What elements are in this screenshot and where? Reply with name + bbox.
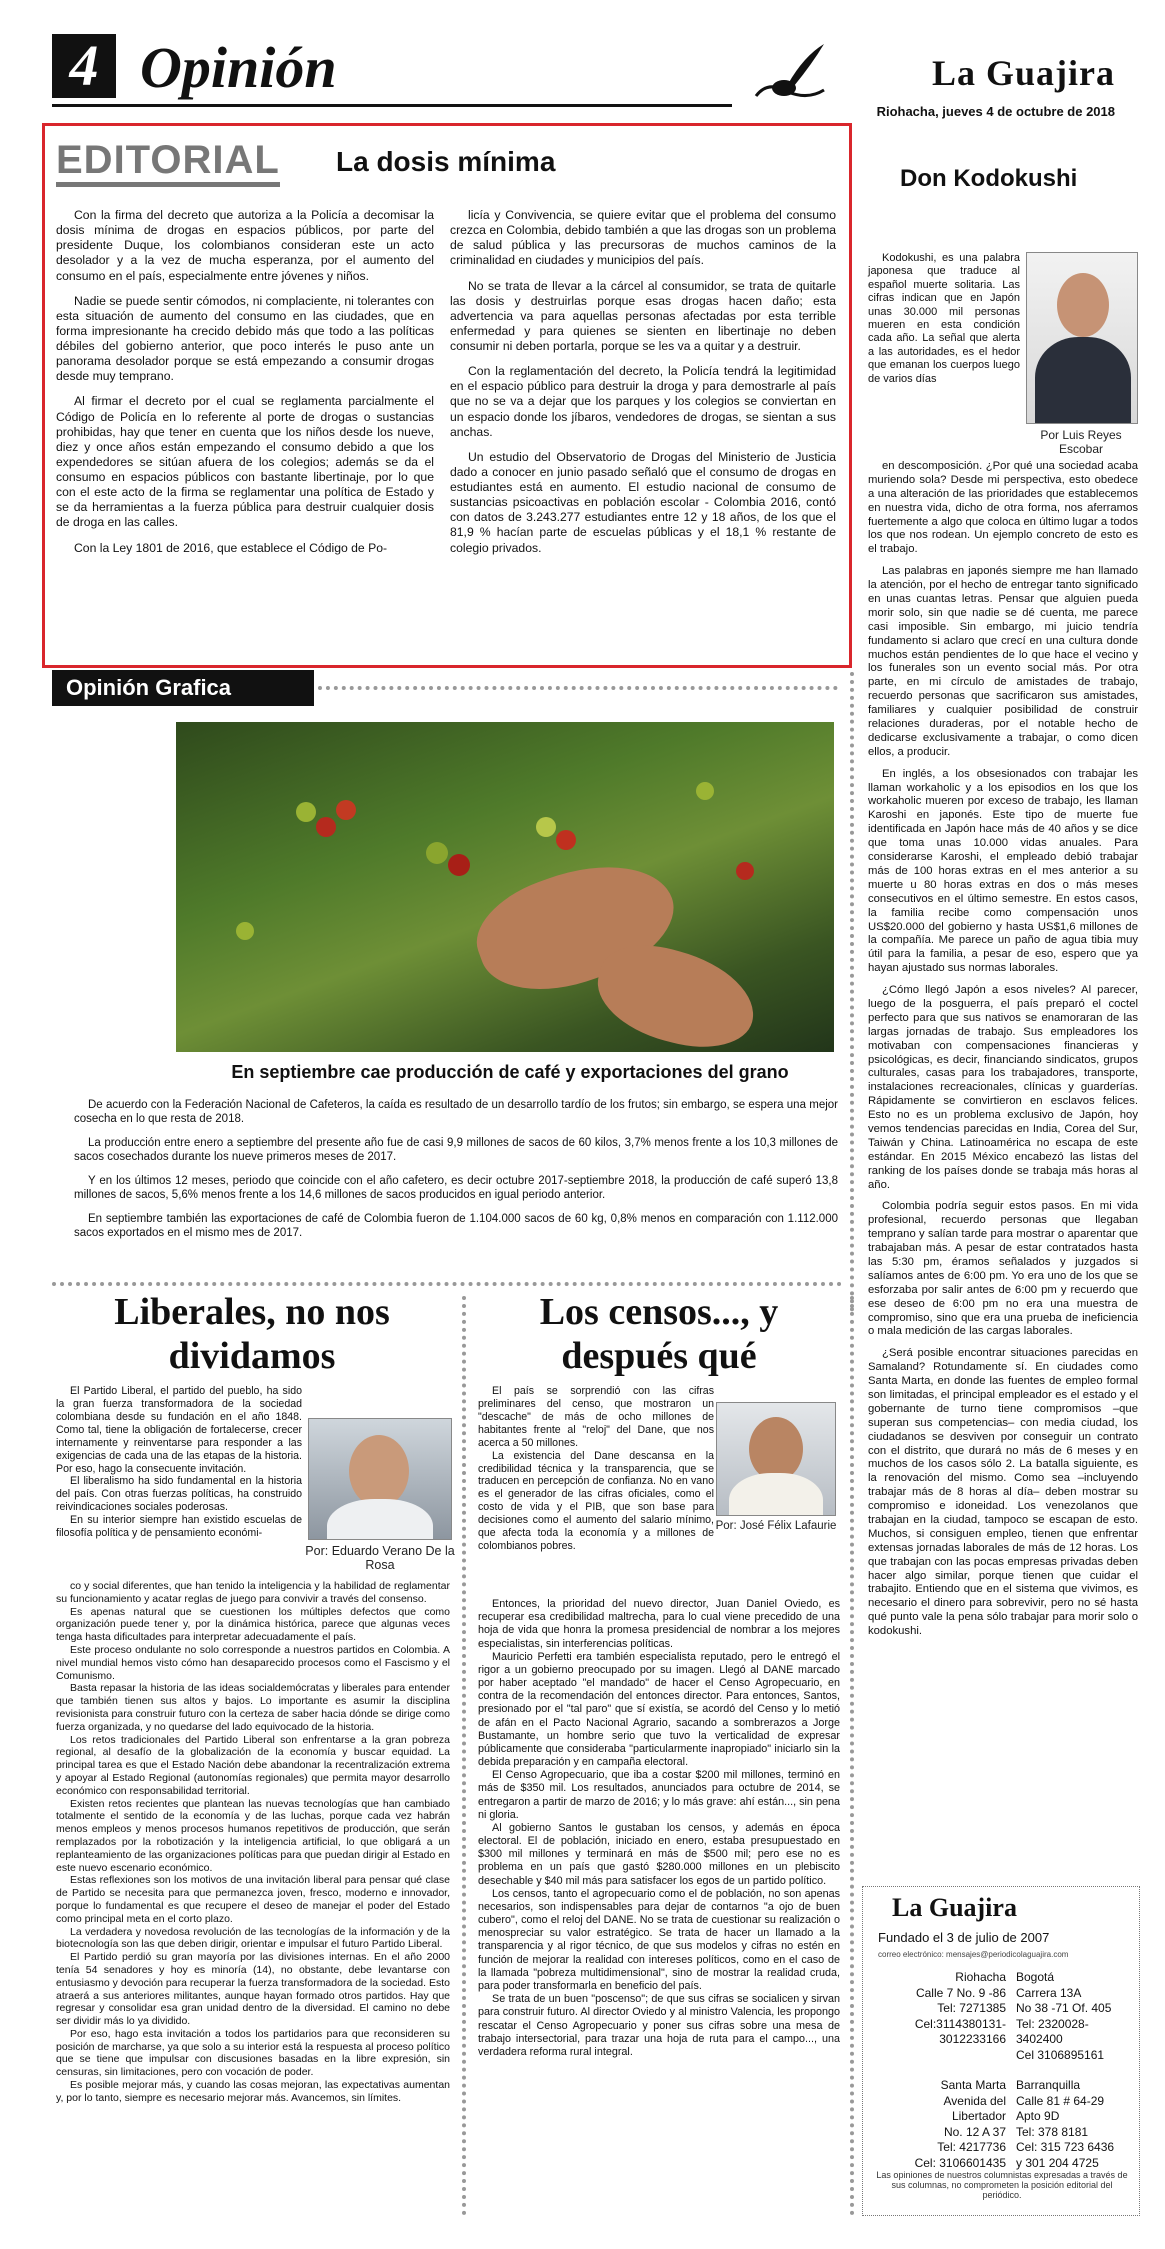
office-line: Tel: 4217736 — [937, 2140, 1006, 2155]
page-number: 4 — [52, 34, 116, 98]
office-line: Santa Marta — [940, 2078, 1006, 2092]
liberales-body — [56, 1580, 450, 2105]
email-line: correo electrónico: mensajes@periodicolaguajira.com — [878, 1950, 1069, 1959]
censos-paragraph: Al gobierno Santos le gustaban los censos, y además en época electoral. El de población, iniciado en enero, estaba presupuestado en $300 mil millones y terminará en más de $500 mil; pero ese no es problema en un país que gastó $280.000 millones en un plebiscito desechable y $40 mil más para satisfacer los egos de un partido político. — [478, 1821, 840, 1887]
office-line: Tel: 378 8181 — [1016, 2124, 1089, 2139]
header-rule — [52, 104, 732, 107]
dotted-divider — [462, 1296, 466, 2216]
editorial-label: EDITORIAL — [56, 138, 280, 187]
author-photo — [308, 1418, 452, 1540]
liberales-paragraph: Por eso, hago esta invitación a todos los partidarios para que reconsideren su posición de marcharse, ya que solo a su interior está la respuesta al proceso político que se tiene que impulsar con discusiones basadas en la libre expresión, sin censuras, sin limitaciones, pero con vocación de poder. — [56, 2027, 450, 2079]
liberales-intro — [56, 1385, 302, 1540]
editorial-paragraph: licía y Convivencia, se quiere evitar que el problema del consumo crezca en Colombia, debido también a que las drogas son un problema de salud pública y las precursoras de muchos caminos de la criminalidad en ciudades y municipios del país. — [450, 208, 836, 268]
censos-title: Los censos..., y después qué — [539, 1291, 779, 1377]
office-line: Cel: 315 723 6436 — [1016, 2140, 1115, 2155]
grafica-paragraph: La producción entre enero a septiembre del presente año fue de casi 9,9 millones de sacos de 60 kilos, 3,7% menos frente a los 10,3 millones de sacos cosechados durante los nueve primeros meses de 2017. — [74, 1137, 838, 1164]
editorial-paragraph: Con la Ley 1801 de 2016, que establece el Código de Po- — [74, 540, 388, 555]
office-line: Avenida del — [943, 2093, 1006, 2108]
office-line: No 38 -71 Of. 405 — [1016, 2001, 1112, 2016]
censos-paragraph: El país se sorprendió con las cifras preliminares del censo, que mostraron un "descache" de más de ocho millones de habitantes frente al "reloj" del Dane, que nos acerca a 50 millones. — [478, 1385, 714, 1449]
censos-paragraph: Se trata de un buen "poscenso"; de que sus cifras se socialicen y sirvan para construir futuro. Al director Oviedo y al ministro Valencia, les propongo rescatar el Censo Agropecuario y poner sus cifras sobre una mesa de trabajo intersectorial, para trazar una hoja de ruta para el campo..., una verdadera reforma rural integral. — [478, 1993, 840, 2058]
author-photo — [1026, 252, 1138, 424]
newspaper-logo: La Guajira — [931, 53, 1115, 93]
editorial-paragraph: Con la reglamentación del decreto, la Policía tendrá la legitimidad en el espacio público para destruir la droga y para demostrarle al país que no se va a dejar que los parques y los colegios se conviertan en un espacio donde los jíbaros, vendedores de drogas, se sientan a sus anchas. — [450, 364, 836, 439]
opinion-grafica-banner: Opinión Grafica — [52, 670, 314, 706]
editorial-column-2 — [450, 208, 836, 566]
office-line: Bogotá — [1016, 1970, 1055, 1984]
office-line: No. 12 A 37 — [943, 2124, 1006, 2139]
office-line: 3402400 — [1016, 2032, 1063, 2047]
office-line: Riohacha — [955, 1970, 1006, 1984]
section-title: Opinión — [140, 35, 337, 100]
kodokushi-paragraph: ¿Cómo llegó Japón a esos niveles? Al parecer, luego de la posguerra, el país preparó el coctel perfecto para que sus nativos se enamoraran de las largas jornadas de trabajo. Sus empleadores los motivaban con compensaciones financieras y psicológicas, es decir, financiando sindicatos, grupos culturales, casas para los trabajadores, transporte, instalaciones recreacionales, clínicas y guarderías. Rápidamente se convirtieron en esclavos felices. Esto no es un problema exclusivo de Japón, hoy vemos tendencias parecidas en India, Corea del Sur, Taiwán y China. Latinoamérica no escapa de este estándar. En 2015 México encabezó las listas del ranking de los países donde se trabaja más horas al año. — [868, 984, 1138, 1191]
office-line: Cel:3114380131- — [914, 2016, 1006, 2031]
liberales-title: Liberales, no nos dividamos — [114, 1291, 390, 1377]
office-line: Tel: 2320028- — [1016, 2016, 1089, 2031]
editorial-paragraph: No se trata de llevar a la cárcel al consumidor, se trata de quitarle las dosis y destruirlas porque esas drogas hacen daño; esta advertencia va para aquellas personas afectadas por esta terrible enfermedad y para quienes se sienten en libertinaje no deben consumir ni deben portarla, porque se les va a quitar y a destruir. — [450, 278, 836, 353]
liberales-paragraph: El Partido perdió su gran mayoría por las divisiones internas. En el año 2000 tenía 54 senadores y hoy es minoría (14), no obstante, debe levantarse con entusiasmo y devoción para recuperar la fuerza transformadora de la sociedad. Esto atraerá a sus anteriores militantes, aunque hayan formado otros partidos. Hay que regresar y consolidar esa gran unidad dentro de la diversidad. El camino no debe ser dividir más lo ya dividido. — [56, 1951, 450, 2028]
office-line: Calle 7 No. 9 -86 — [915, 1985, 1006, 2000]
liberales-paragraph: En su interior siempre han existido escuelas de filosofía política y de pensamiento económi- — [56, 1514, 302, 1540]
coffee-harvest-photo — [176, 722, 834, 1052]
kodokushi-title: Don Kodokushi — [900, 165, 1078, 192]
kodokushi-paragraph: Kodokushi, es una palabra japonesa que traduce al español muerte solitaria. Las cifras indican que en Japón unas 30.000 mil personas mueren en esta condición cada año. La señal que alerta a las autoridades, es el hedor que emanan los cuerpos luego de varios días — [868, 252, 1020, 385]
liberales-paragraph: La verdadera y novedosa revolución de las tecnologías de la información y de la biotecnología son las que deben dirigir, orientar e impulsar el futuro Partido Liberal. — [56, 1925, 450, 1951]
office-line: 3012233166 — [939, 2032, 1006, 2047]
kodokushi-intro — [868, 252, 1020, 386]
censos-intro — [478, 1385, 714, 1553]
office-bogota — [1016, 1970, 1136, 2064]
office-riohacha — [886, 1970, 1006, 2048]
grafica-paragraph: De acuerdo con la Federación Nacional de Cafeteros, la caída es resultado de un desarrollo tardío de los frutos; sin embargo, se espera una mejor cosecha en lo que resta de 2018. — [74, 1099, 838, 1126]
grafica-paragraph: En septiembre también las exportaciones de café de Colombia fueron de 1.104.000 sacos de 60 kg, 0,8% menos en comparación con 1.112.000 sacos exportados en el mismo mes de 2017. — [74, 1213, 838, 1240]
kodokushi-paragraph: Colombia podría seguir estos pasos. En mi vida profesional, recuerdo personas que llegaban temprano y salían tarde para mostrar o aparentar que trabajaban más. A pesar de estar contratados hasta las 5:30 pm, éramos señalados y juzgados si salíamos antes de 6:00 pm. Yo era uno de los que se esforzaba por salir antes de 6:00 pm y recuerdo que ese deseo de 6:00 pm no era una muestra de compromiso, sino que era una prueba de ineficiencia o mala medición de las cargas laborales. — [868, 1200, 1138, 1338]
liberales-paragraph: Basta repasar la historia de las ideas socialdemócratas y liberales para entender que también tienen sus altos y bajos. Lo importante es asumir la disciplina revisionista para construir futuro con la certeza de saber hacia dónde se dirige como fuerza organizada, y no quedarse del lado equivocado de la historia. — [56, 1682, 450, 1733]
dotted-divider — [850, 1296, 854, 2216]
liberales-paragraph: Es posible mejorar más, y cuando las cosas mejoran, las expectativas aumentan y, por lo tanto, siempre es necesario mejorar más. Avancemos, sin límites. — [56, 2079, 450, 2104]
censos-paragraph: El Censo Agropecuario, que iba a costar $200 mil millones, terminó en más de $350 mil. Los resultados, anunciados para octubre de 2014, se entregaron a partir de marzo de 2016; y lo más grave: ahí están..., sin pena ni gloria. — [478, 1769, 840, 1821]
kodokushi-paragraph: en descomposición. ¿Por qué una sociedad acaba muriendo sola? Desde mi perspectiva, esto obedece a una alteración de las prioridades que establecemos en nuestra vida, dicho de otra forma, nos aferramos fuertemente a algo que coloca en último lugar a todos los que nos rodean. Un ejemplo concreto de esto es el trabajo. — [868, 460, 1138, 556]
censos-paragraph: Los censos, tanto el agropecuario como el de población, no son apenas necesarios, son indispensables para dejar de contarnos "a ojo de buen cubero", como el reloj del DANE. No se trata de cuestionar su realización o menospreciar su valor estratégico. Se trata de hacer un llamado a la transparencia y al rigor técnico, de que sus modelos y cifras no estén en función de mejorar la realidad con intereses políticos, como en el caso de la llamada "pobreza multidimensional", sino de mostrar la realidad cruda, para poder transformarla en beneficio del país. — [478, 1887, 840, 1992]
editorial-paragraph: Al firmar el decreto por el cual se reglamenta parcialmente el Código de Policía en lo referente al porte de drogas o sustancias prohibidas, hay que tener en cuenta que los niños desde los nueve, diez y once años están empezando el consumo debido a que los expendedores se sitúan afuera de los colegios; además se da el consumo en espacios públicos con bastante libertinaje, por lo que con el este acto de la firma se reglamentar una política de Estado y se da herramientas a la fuerza pública para destruir cualquier dosis de droga en las calles. — [56, 394, 434, 530]
author-byline: Por Luis Reyes Escobar — [1040, 428, 1122, 456]
censos-body — [478, 1598, 840, 2059]
masthead-logo: La Guajira — [892, 1893, 1017, 1922]
grafica-text — [74, 1098, 838, 1240]
liberales-paragraph: co y social diferentes, que han tenido la inteligencia y la habilidad de reglamentar su funcionamiento y acatar reglas de juego para convivir a través del consenso. — [56, 1580, 450, 1605]
kodokushi-body — [868, 460, 1138, 1639]
disclaimer: Las opiniones de nuestros columnistas expresadas a través de sus columnas, no comprometen la posición editorial del periódico. — [876, 2170, 1128, 2200]
dotted-divider — [52, 1282, 842, 1286]
editorial-title: La dosis mínima — [336, 146, 556, 177]
liberales-paragraph: Es apenas natural que se cuestionen los múltiples defectos que como organización puede tener y, por la dinámica histórica, parece que algunas veces tenga hasta dificultades para interpretar adecuadamente el país. — [56, 1605, 450, 1644]
office-line: y 301 204 4725 — [1016, 2155, 1099, 2170]
office-line: Tel: 7271385 — [937, 2001, 1006, 2016]
dateline: Riohacha, jueves 4 de octubre de 2018 — [876, 104, 1115, 119]
censos-paragraph: La existencia del Dane descansa en la credibilidad técnica y la transparencia, que se traducen en percepción de confianza. No en vano es el generador de las cifras oficiales, como el costo de vida y el PIB, que son base para decisiones como el aumento del salario mínimo, que afecta toda la economía y a millones de colombianos pobres. — [478, 1449, 714, 1553]
office-line: Barranquilla — [1016, 2078, 1081, 2092]
author-byline: Por: Eduardo Verano De la Rosa — [305, 1544, 455, 1572]
liberales-paragraph: Los retos tradicionales del Partido Liberal son enfrentarse a la gran pobreza regional, al desafío de la globalización de la economía y buscar equidad. La principal tarea es que el Estado Nación debe abandonar la recentralización extrema y apoyar al Estado Regional (autonomías regionales) que permita mayor desarrollo económico con responsabilidad territorial. — [56, 1733, 450, 1797]
office-line: Calle 81 # 64-29 — [1016, 2093, 1105, 2108]
kodokushi-paragraph: ¿Será posible encontrar situaciones parecidas en Samaland? Rotundamente sí. En ciudades como Santa Marta, en donde las fuentes de empleo formal son limitadas, el principal empleador es el estado y el gobernante de turno tiene compromisos –que superan sus competencias– con media ciudad, los ciudadanos se desviven por conseguir un contrato con el distrito, que durará no más de 6 meses y en muchos de los casos sólo 2. La batalla siguiente, es la renovación del mismo. Como sea –incluyendo trabajar más de 8 horas al día– deben mostrar su compromiso e idoneidad. Los venezolanos que trabajan en la ciudad, tampoco se escapan de esto. Muchos, si consiguen empleo, tienen que enfrentar extensas jornadas laborales de más de 12 horas. Los que trabajan con las pocas empresas privadas deben hacer algo similar, porque tienen que cuidar el trabajito. Entiendo que en el sistema que vivimos, es necesario el dinero para sobrevivir, pero no sé hasta qué punto vale la pena sólo trabajar para morir solo o kodokushi. — [868, 1347, 1138, 1638]
office-barranquilla — [1016, 2078, 1138, 2172]
author-photo — [716, 1402, 836, 1516]
office-line: Apto 9D — [1016, 2109, 1060, 2124]
liberales-paragraph: Estas reflexiones son los motivos de una invitación liberal para pensar qué clase de Partido se necesita para que permanezca joven, fresco, moderno e innovador, porque lo fundamental es que recupere el deseo de manejar el poder del Estado como principal meta en el corto plazo. — [56, 1874, 450, 1925]
editorial-paragraph: Nadie se puede sentir cómodos, ni complaciente, ni tolerantes con esta situación de aumento del consumo en las ciudades, que en forma impresionante ha crecido debido más que todo a las políticas débiles del gobierno anterior, que poco interés le puso ante un panorama desolador porque se está empezando a consumir drogas desde muy temprano. — [56, 293, 434, 384]
office-line: Cel 3106895161 — [1016, 2047, 1105, 2062]
liberales-paragraph: El liberalismo ha sido fundamental en la historia del país. Con otras fuerzas políticas, ha construido reivindicaciones sociales poderosas. — [56, 1475, 302, 1514]
editorial-paragraph: Con la firma del decreto que autoriza a la Policía a decomisar la dosis mínima de drogas en espacios públicos, por parte del presidente Duque, los colombianos consideran este un acto desolador y a la vez de mucha esperanza, por el aumento del consumo en el país, especialmente entre jóvenes y niños. — [56, 208, 434, 283]
quill-ink-icon — [748, 40, 828, 102]
office-santa-marta — [886, 2078, 1006, 2172]
editorial-paragraph: Un estudio del Observatorio de Drogas del Ministerio de Justicia dado a conocer en junio pasado señaló que el consumo de drogas en estudiantes está en aumento. El estudio nacional de consumo de sustancias psicoactivas en población escolar - Colombia 2016, contó con datos de 3.243.277 estudiantes entre 12 y 18 años, de los que el 81,9 % hacían parte de escuelas públicas y el 18,1 % restante de colegio privados. — [450, 449, 836, 555]
author-byline: Por: José Félix Lafaurie — [715, 1520, 837, 1532]
kodokushi-paragraph: Las palabras en japonés siempre me han llamado la atención, por el hecho de entregar tanto significado en unas cuantas letras. Pensar que alguien pueda morir solo, sin que nadie se dé cuenta, me parece casi imposible. Sin embargo, mi juicio tendría fundamento si aclaro que crecí en una cultura donde muchos están pendientes de lo que hace el vecino y los funerales son un evento social más. Por otra parte, en mi círculo de amistades de trabajo, recuerdo personas que sacrificaron sus amistades, familiares y cualquier posibilidad de construir relaciones duraderas, por el notable hecho de dedicarse exclusivamente a trabajar, o como dicen ellos, a producir. — [868, 565, 1138, 758]
kodokushi-paragraph: En inglés, a los obsesionados con trabajar les llaman workaholic y a los episodios en los que los workaholic mueren por exceso de trabajo, les llaman Karoshi en japonés. Este tipo de muerte fue identificada en Japón hace más de 40 años y se dice que toma unas 10.000 vidas anuales. Para considerarse Karoshi, el empleado debió trabajar más de 100 horas extras en el mes anterior a su muerte u 80 horas extras en dos o más meses consecutivos en el último semestre. En estos casos, la familia recibe como compensación unos US$20.000 del gobierno y hasta US$1,6 millones de la compañía. Me parece un paño de agua tibia muy útil para la familia, a pesar de eso, espero que ya hayan ajustado sus normas laborales. — [868, 767, 1138, 975]
editorial-column-1 — [56, 208, 434, 566]
liberales-paragraph: Este proceso ondulante no solo corresponde a nuestros partidos en Colombia. A nivel mundial hemos visto cómo han desaparecido procesos como el Fascismo y el Comunismo. — [56, 1643, 450, 1682]
photo-caption-title: En septiembre cae producción de café y exportaciones del grano — [231, 1062, 789, 1082]
office-line: Carrera 13A — [1016, 1985, 1082, 2000]
liberales-paragraph: El Partido Liberal, el partido del pueblo, ha sido la gran fuerza transformadora de la sociedad colombiana desde su fundación en el año 1848. Como tal, tiene la obligación de fortalecerse, crecer internamente y reinventarse para responder a las exigencias de cada una de las etapas de la historia. Por eso, hago la consecuente invitación. — [56, 1385, 302, 1475]
founded-date: Fundado el 3 de julio de 2007 — [878, 1930, 1050, 1945]
dotted-divider — [850, 672, 854, 1312]
office-line: Cel: 3106601435 — [914, 2155, 1006, 2170]
censos-paragraph: Entonces, la prioridad del nuevo director, Juan Daniel Oviedo, es recuperar esa credibilidad maltrecha, para lo cual viene precedido de una hoja de vida que honra la promesa presidencial de nombrar a los mejores especialistas, sin interferencias políticas. — [478, 1598, 840, 1650]
grafica-paragraph: Y en los últimos 12 meses, periodo que coincide con el año cafetero, es decir octubre 2017-septiembre 2018, la producción de café superó 13,8 millones de sacos, 5,6% menos frente a los 14,6 millones de sacos producidos en igual periodo anterior. — [74, 1175, 838, 1202]
censos-paragraph: Mauricio Perfetti era también especialista reputado, pero le entregó el rigor a un gobierno preocupado por su imagen. Llegó al DANE marcado por haber aceptado "el mandado" de hacer el Censo Agropecuario, en contra de la recomendación del entonces director. Para entonces, Santos, presionado por el "tal paro" que sí existía, se acordó del Censo y lo metió de afán en el Pacto Nacional Agrario, sacando a sombrerazos a Jorge Bustamante, un hombre serio que tuvo la verticalidad de expresar públicamente que consideraba "particularmente inapropiado" iniciarlo sin la debida preparación y en campaña electoral. — [478, 1650, 840, 1769]
dotted-divider — [318, 686, 838, 690]
office-line: Libertador — [951, 2109, 1006, 2124]
liberales-paragraph: Existen retos recientes que plantean las nuevas tecnologías que han cambiado totalmente el sentido de la economía y de las luchas, porque cada vez habrán menos empleos y menos procesos humanos repetitivos de producción, que serán remplazados por la robotización y la inteligencia artificial, lo que obligará a un replanteamiento de las organizaciones políticas para que puedan dirigir al Estado en este nuevo escenario económico. — [56, 1797, 450, 1874]
